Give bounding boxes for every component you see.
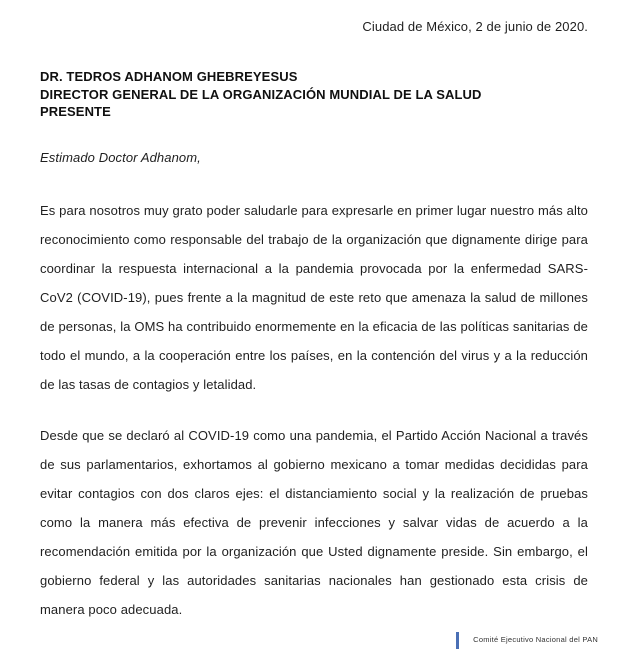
salutation: Estimado Doctor Adhanom,: [40, 150, 201, 165]
addressee-presente: PRESENTE: [40, 104, 111, 119]
footer-accent-bar: [456, 632, 459, 649]
date-line: Ciudad de México, 2 de junio de 2020.: [362, 19, 588, 34]
page-footer: [40, 628, 598, 652]
body-paragraph-1: Es para nosotros muy grato poder saludarle para expresarle en primer lugar nuestro más alto reconocimiento como responsable del trabajo de la organización que dignamente dirige para coordinar la respuesta internacional a la pandemia provocada por la enfermedad SARS-CoV2 (COVID-19), pues frente a la magnitud de este reto que amenaza la salud de millones de personas, la OMS ha contribuido enormemente en la eficacia de las políticas sanitarias de todo el mundo, a la cooperación entre los países, en la contención del virus y a la reducción de las tasas de contagios y letalidad.: [40, 203, 588, 392]
addressee-block: [40, 68, 588, 121]
footer-organization-label: Comité Ejecutivo Nacional del PAN: [473, 635, 598, 644]
body-paragraph-2: Desde que se declaró al COVID-19 como una pandemia, el Partido Acción Nacional a través de sus parlamentarios, exhortamos al gobierno mexicano a tomar medidas decididas para evitar contagios con dos claros ejes: el distanciamiento social y la realización de pruebas como la manera más efectiva de prevenir infecciones y salvar vidas de acuerdo a la recomendación emitida por la organización que Usted dignamente preside. Sin embargo, el gobierno federal y las autoridades sanitarias nacionales han gestionado esta crisis de manera poco adecuada.: [40, 428, 588, 617]
addressee-name: DR. TEDROS ADHANOM GHEBREYESUS: [40, 69, 298, 84]
addressee-title: DIRECTOR GENERAL DE LA ORGANIZACIÓN MUNDIAL DE LA SALUD: [40, 86, 482, 102]
letter-body: [40, 196, 588, 624]
